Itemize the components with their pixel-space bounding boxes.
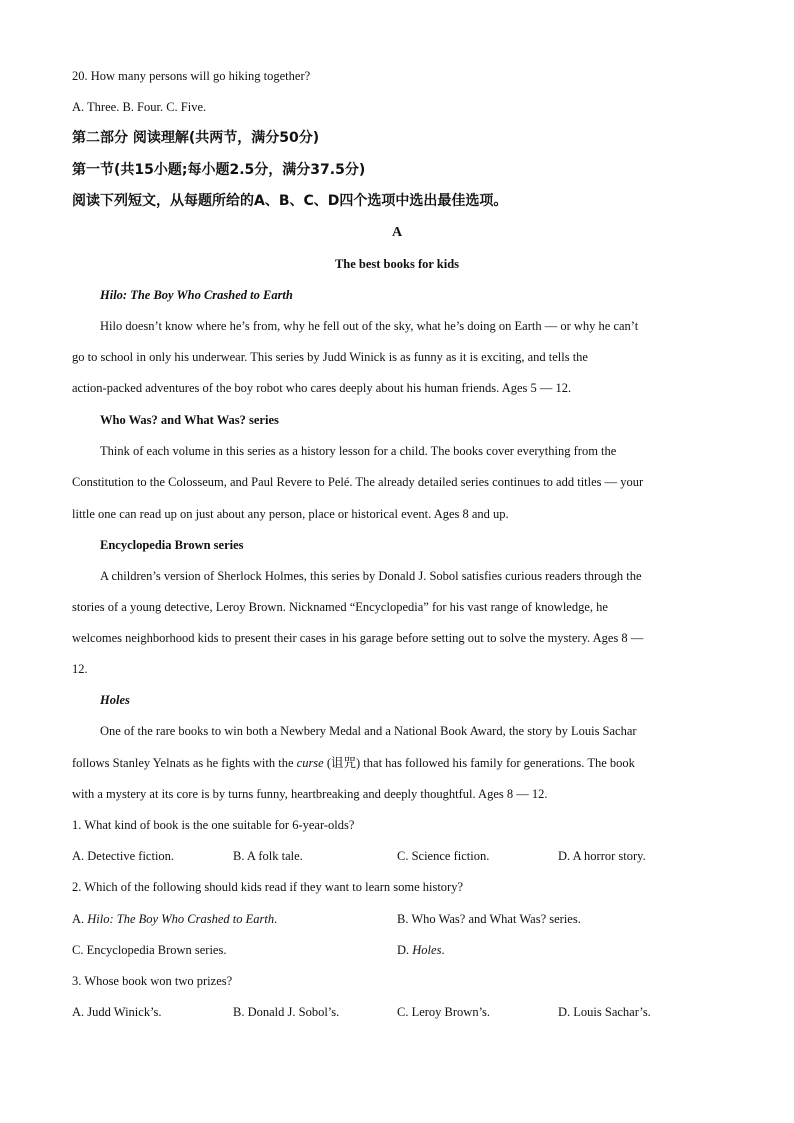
option-c: C. Science fiction.	[397, 849, 490, 863]
paragraph-line: 12.	[72, 662, 88, 676]
option-suffix: .	[274, 912, 278, 926]
option-suffix: .	[441, 943, 445, 957]
paragraph-line: stories of a young detective, Leroy Brown. Nicknamed “Encyclopedia” for his vast range of knowledge, he	[72, 600, 608, 614]
passage-title: The best books for kids	[334, 257, 460, 271]
paragraph-line: with a mystery at its core is by turns funny, heartbreaking and deeply thoughtful. Ages 8 — 12.	[72, 787, 548, 801]
option-d: D. Louis Sachar’s.	[558, 1005, 651, 1019]
text-segment: (诅咒) that has followed his family for generations. The book	[323, 756, 635, 770]
book-heading: Encyclopedia Brown series	[100, 538, 244, 552]
option-b: B. A folk tale.	[233, 849, 303, 863]
option-a: A. Judd Winick’s.	[72, 1005, 162, 1019]
book-heading: Hilo: The Boy Who Crashed to Earth	[100, 288, 293, 302]
option-c: C. Encyclopedia Brown series.	[72, 943, 227, 957]
option-prefix: A.	[72, 912, 88, 926]
option-a	[72, 911, 277, 927]
section-subtitle: 第一节(共15小题;每小题2.5分，满分37.5分)	[72, 162, 366, 178]
option-b: B. Who Was? and What Was? series.	[397, 912, 581, 926]
option-c: C. Leroy Brown’s.	[397, 1005, 491, 1019]
book-heading: Who Was? and What Was? series	[100, 413, 279, 427]
paragraph-line: Think of each volume in this series as a history lesson for a child. The books cover everything from the	[100, 444, 617, 458]
paragraph-line: action-packed adventures of the boy robot who cares deeply about his human friends. Ages 5 — 12.	[72, 381, 572, 395]
paragraph-line: Constitution to the Colosseum, and Paul Revere to Pelé. The already detailed series continues to add titles — your	[72, 475, 644, 489]
option-prefix: D.	[397, 943, 413, 957]
option-d: D. A horror story.	[558, 849, 646, 863]
prev-question-stem: 20. How many persons will go hiking together?	[72, 69, 311, 83]
paragraph-line: One of the rare books to win both a Newbery Medal and a National Book Award, the story by Louis Sachar	[100, 724, 637, 738]
option-b: B. Donald J. Sobol’s.	[233, 1005, 340, 1019]
option-title: Hilo: The Boy Who Crashed to Earth	[87, 912, 275, 926]
part-title: 第二部分 阅读理解(共两节，满分50分)	[72, 130, 320, 146]
paragraph-line: Hilo doesn’t know where he’s from, why he fell out of the sky, what he’s doing on Earth — or why he can’t	[100, 319, 639, 333]
text-segment: follows Stanley Yelnats as he fights with the	[72, 756, 297, 770]
prev-question-options: A. Three. B. Four. C. Five.	[72, 100, 207, 114]
paragraph-line: little one can read up on just about any person, place or historical event. Ages 8 and up.	[72, 507, 509, 521]
book-heading: Holes	[100, 693, 130, 707]
curse-word: curse	[296, 756, 324, 770]
instruction: 阅读下列短文，从每题所给的A、B、C、D四个选项中选出最佳选项。	[72, 193, 508, 209]
option-title: Holes	[412, 943, 442, 957]
paragraph-line: A children’s version of Sherlock Holmes, this series by Donald J. Sobol satisfies curious readers through the	[100, 569, 642, 583]
question-stem: 3. Whose book won two prizes?	[72, 974, 233, 988]
question-stem: 2. Which of the following should kids read if they want to learn some history?	[72, 880, 464, 894]
passage-label: A	[391, 225, 403, 240]
paragraph-line: go to school in only his underwear. This series by Judd Winick is as funny as it is exciting, and tells the	[72, 350, 588, 364]
paragraph-line-curse	[72, 755, 722, 771]
option-a: A. Detective fiction.	[72, 849, 175, 863]
paragraph-line: welcomes neighborhood kids to present their cases in his garage before setting out to solve the mystery. Ages 8 —	[72, 631, 644, 645]
question-stem: 1. What kind of book is the one suitable for 6-year-olds?	[72, 818, 355, 832]
option-d	[397, 942, 445, 958]
